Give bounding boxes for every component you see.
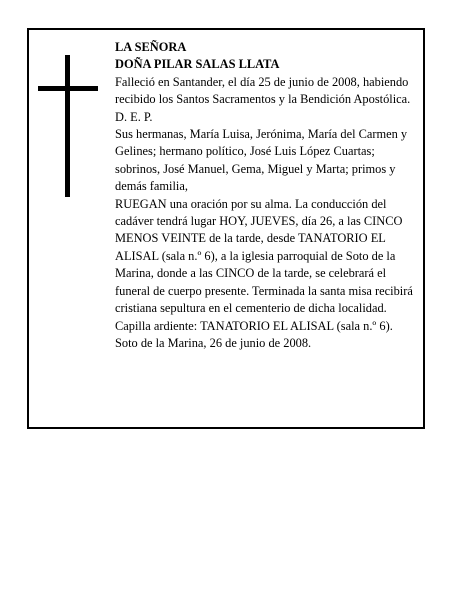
obituary-text (115, 39, 420, 352)
cross-horizontal-bar (38, 86, 98, 91)
service-request: RUEGAN una oración por su alma. La conducción del cadáver tendrá lugar HOY, JUEVES, día 26, a las CINCO MENOS VEINTE de la tarde, desde TANATORIO EL ALISAL (sala n.º 6), a la iglesia parroquial de Soto de la Marina, donde a las CINCO de la tarde, se celebrará el funeral de cuerpo presente. Terminada la santa misa recibirá cristiana sepultura en el cementerio de dicha localidad. Capilla ardiente: TANATORIO EL ALISAL (sala n.º 6). (115, 196, 413, 333)
place-and-date: Soto de la Marina, 26 de junio de 2008. (115, 335, 312, 350)
deceased-name: DOÑA PILAR SALAS LLATA (115, 57, 280, 72)
dep-line: D. E. P. (115, 109, 153, 124)
death-announcement: Falleció en Santander, el día 25 de junio de 2008, habiendo recibido los Santos Sacramentos y la Bendición Apostólica. (115, 74, 411, 107)
cross-icon (38, 55, 98, 197)
family-list: Sus hermanas, María Luisa, Jerónima, María del Carmen y Gelines; hermano político, José Luis López Cuartas; sobrinos, José Manuel, Gema, Miguel y Marta; primos y demás familia, (115, 127, 408, 194)
notice-heading: LA SEÑORA (115, 40, 187, 54)
cross-vertical-bar (65, 55, 70, 197)
